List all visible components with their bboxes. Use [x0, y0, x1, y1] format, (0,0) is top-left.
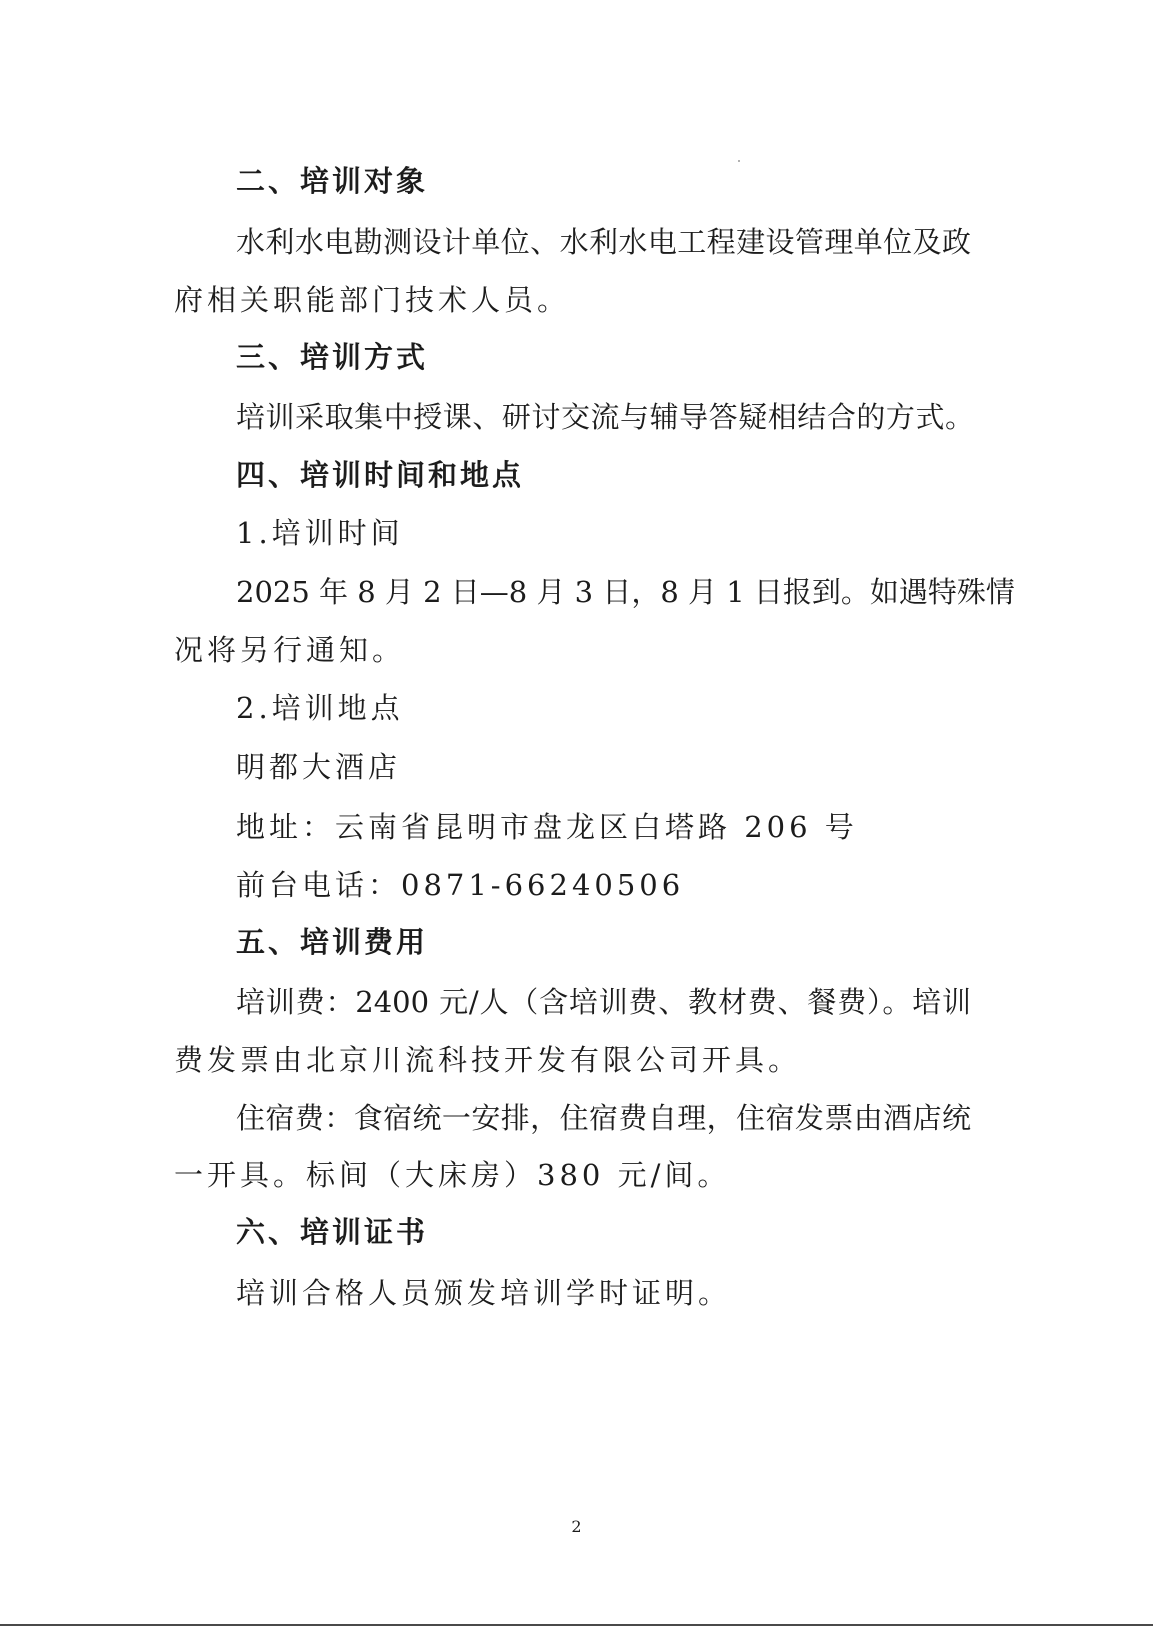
subheading-training-place: 2.培训地点	[236, 691, 404, 725]
paragraph-line: 费发票由北京川流科技开发有限公司开具。	[174, 1043, 802, 1077]
section-heading-fees: 五、培训费用	[236, 925, 429, 959]
paragraph-line: 培训采取集中授课、研讨交流与辅导答疑相结合的方式。	[236, 400, 974, 434]
scan-edge-line	[0, 1624, 1153, 1626]
venue-phone: 前台电话：0871-66240506	[236, 868, 685, 902]
paragraph-line: 况将另行通知。	[174, 633, 406, 667]
page-number: 2	[571, 1517, 582, 1536]
paragraph-line: 2025 年 8 月 2 日—8 月 3 日，8 月 1 日报到。如遇特殊情	[236, 575, 1015, 609]
paragraph-line: 培训费：2400 元/人（含培训费、教材费、餐费）。培训	[236, 985, 971, 1019]
paragraph-line: 一开具。标间（大床房）380 元/间。	[174, 1158, 731, 1192]
paragraph-line: 水利水电勘测设计单位、水利水电工程建设管理单位及政	[236, 225, 971, 259]
section-heading-training-targets: 二、培训对象	[236, 164, 429, 198]
scan-speck	[738, 160, 740, 162]
subheading-training-time: 1.培训时间	[236, 516, 404, 550]
paragraph-line: 府相关职能部门技术人员。	[174, 283, 571, 317]
paragraph-line: 培训合格人员颁发培训学时证明。	[236, 1276, 732, 1310]
venue-address: 地址：云南省昆明市盘龙区白塔路 206 号	[236, 810, 858, 844]
venue-name: 明都大酒店	[236, 750, 402, 784]
paragraph-line: 住宿费：食宿统一安排，住宿费自理，住宿发票由酒店统	[236, 1101, 971, 1135]
section-heading-time-and-place: 四、培训时间和地点	[236, 458, 525, 492]
section-heading-training-method: 三、培训方式	[236, 340, 429, 374]
section-heading-certificate: 六、培训证书	[236, 1215, 429, 1249]
